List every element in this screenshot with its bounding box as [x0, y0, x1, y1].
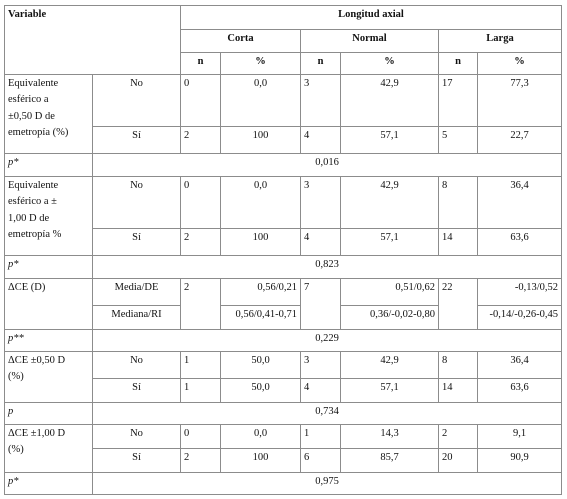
label-line: Equivalente — [8, 78, 59, 89]
sub-label: Mediana/RI — [93, 306, 181, 330]
cell-larga-n: 8 — [439, 177, 478, 229]
cell-normal-n: 6 — [301, 449, 341, 473]
cell-larga-pct: 9,1 — [478, 425, 562, 449]
cell-normal-n: 4 — [301, 229, 341, 256]
cell-normal-val: 0,51/0,62 — [341, 279, 439, 306]
p-label: p* — [5, 154, 93, 177]
cell-larga-n: 14 — [439, 229, 478, 256]
p-row — [5, 403, 562, 425]
label-line: (%) — [8, 444, 24, 456]
p-row — [5, 154, 562, 177]
cell-larga-n: 22 — [439, 279, 478, 330]
cell-normal-n: 3 — [301, 177, 341, 229]
label-line: emetropía % — [8, 228, 62, 240]
cell-corta-pct: 50,0 — [221, 379, 301, 403]
cell-normal-pct: 57,1 — [341, 127, 439, 154]
cell-corta-pct: 0,0 — [221, 177, 301, 229]
label-line: ΔCE ±0,50 D — [8, 355, 66, 366]
cell-corta-pct: 100 — [221, 127, 301, 154]
cell-corta-n: 1 — [181, 352, 221, 379]
cell-normal-pct: 57,1 — [341, 379, 439, 403]
pct-header: % — [341, 53, 439, 75]
cell-normal-n: 3 — [301, 352, 341, 379]
results-table — [4, 5, 562, 495]
sub-label: Sí — [93, 379, 181, 403]
sub-label: No — [93, 352, 181, 379]
cell-larga-n: 17 — [439, 75, 478, 127]
cell-corta-pct: 100 — [221, 229, 301, 256]
cell-normal-n: 3 — [301, 75, 341, 127]
label-line: ±0,50 D de — [8, 110, 55, 122]
cell-larga-val: -0,14/-0,26-0,45 — [478, 306, 562, 330]
cell-normal-n: 1 — [301, 425, 341, 449]
label-line: 1,00 D de — [8, 212, 50, 224]
cell-larga-pct: 90,9 — [478, 449, 562, 473]
table-row — [5, 425, 562, 449]
p-value: 0,734 — [93, 403, 562, 425]
label-line: Equivalente — [8, 180, 59, 191]
sub-label: Sí — [93, 229, 181, 256]
row-label-ee100 — [5, 177, 93, 256]
results-table-container — [4, 5, 561, 491]
row-label-ee050 — [5, 75, 93, 154]
cell-larga-n: 5 — [439, 127, 478, 154]
p-value: 0,016 — [93, 154, 562, 177]
cell-corta-n: 2 — [181, 127, 221, 154]
sub-label: Sí — [93, 127, 181, 154]
cell-normal-n: 4 — [301, 379, 341, 403]
longitud-axial-header: Longitud axial — [181, 6, 562, 30]
p-value: 0,229 — [93, 330, 562, 352]
cell-corta-n: 0 — [181, 75, 221, 127]
cell-corta-pct: 50,0 — [221, 352, 301, 379]
group-header-normal: Normal — [301, 30, 439, 53]
cell-corta-n: 2 — [181, 229, 221, 256]
variable-header: Variable — [5, 6, 181, 75]
p-label: p* — [5, 473, 93, 495]
p-value: 0,975 — [93, 473, 562, 495]
p-row — [5, 256, 562, 279]
cell-larga-pct: 36,4 — [478, 352, 562, 379]
n-header: n — [301, 53, 341, 75]
p-row — [5, 330, 562, 352]
cell-normal-n: 4 — [301, 127, 341, 154]
header-row-1 — [5, 6, 562, 30]
cell-corta-val: 0,56/0,21 — [221, 279, 301, 306]
row-label-dce: ΔCE (D) — [5, 279, 93, 330]
cell-larga-n: 8 — [439, 352, 478, 379]
sub-label: Sí — [93, 449, 181, 473]
cell-corta-val: 0,56/0,41-0,71 — [221, 306, 301, 330]
n-header: n — [181, 53, 221, 75]
cell-normal-pct: 42,9 — [341, 177, 439, 229]
cell-corta-n: 0 — [181, 177, 221, 229]
cell-normal-pct: 14,3 — [341, 425, 439, 449]
label-line: esférico a — [8, 94, 49, 106]
cell-corta-pct: 0,0 — [221, 425, 301, 449]
p-label: p** — [5, 330, 93, 352]
label-line: (%) — [8, 371, 24, 383]
pct-header: % — [478, 53, 562, 75]
cell-larga-pct: 22,7 — [478, 127, 562, 154]
cell-larga-val: -0,13/0,52 — [478, 279, 562, 306]
pct-header: % — [221, 53, 301, 75]
p-row — [5, 473, 562, 495]
cell-larga-n: 2 — [439, 425, 478, 449]
p-value: 0,823 — [93, 256, 562, 279]
sub-label: No — [93, 425, 181, 449]
table-row — [5, 352, 562, 379]
table-row — [5, 279, 562, 306]
cell-corta-n: 0 — [181, 425, 221, 449]
cell-normal-pct: 57,1 — [341, 229, 439, 256]
cell-corta-pct: 100 — [221, 449, 301, 473]
cell-normal-val: 0,36/-0,02-0,80 — [341, 306, 439, 330]
cell-normal-pct: 42,9 — [341, 352, 439, 379]
label-line: ΔCE ±1,00 D — [8, 428, 66, 439]
cell-larga-pct: 36,4 — [478, 177, 562, 229]
cell-larga-n: 14 — [439, 379, 478, 403]
cell-corta-n: 2 — [181, 279, 221, 330]
row-label-dce100 — [5, 425, 93, 473]
p-label: p* — [5, 256, 93, 279]
cell-larga-pct: 63,6 — [478, 379, 562, 403]
cell-normal-pct: 85,7 — [341, 449, 439, 473]
cell-corta-n: 2 — [181, 449, 221, 473]
cell-normal-pct: 42,9 — [341, 75, 439, 127]
cell-normal-n: 7 — [301, 279, 341, 330]
cell-corta-pct: 0,0 — [221, 75, 301, 127]
table-row — [5, 177, 562, 229]
n-header: n — [439, 53, 478, 75]
label-line: emetropía (%) — [8, 126, 69, 138]
group-header-corta: Corta — [181, 30, 301, 53]
label-line: esférico a ± — [8, 196, 57, 208]
sub-label: Media/DE — [93, 279, 181, 306]
cell-larga-pct: 77,3 — [478, 75, 562, 127]
sub-label: No — [93, 75, 181, 127]
cell-larga-n: 20 — [439, 449, 478, 473]
row-label-dce050 — [5, 352, 93, 403]
cell-larga-pct: 63,6 — [478, 229, 562, 256]
group-header-larga: Larga — [439, 30, 562, 53]
p-label: p — [5, 403, 93, 425]
cell-corta-n: 1 — [181, 379, 221, 403]
table-row — [5, 75, 562, 127]
sub-label: No — [93, 177, 181, 229]
